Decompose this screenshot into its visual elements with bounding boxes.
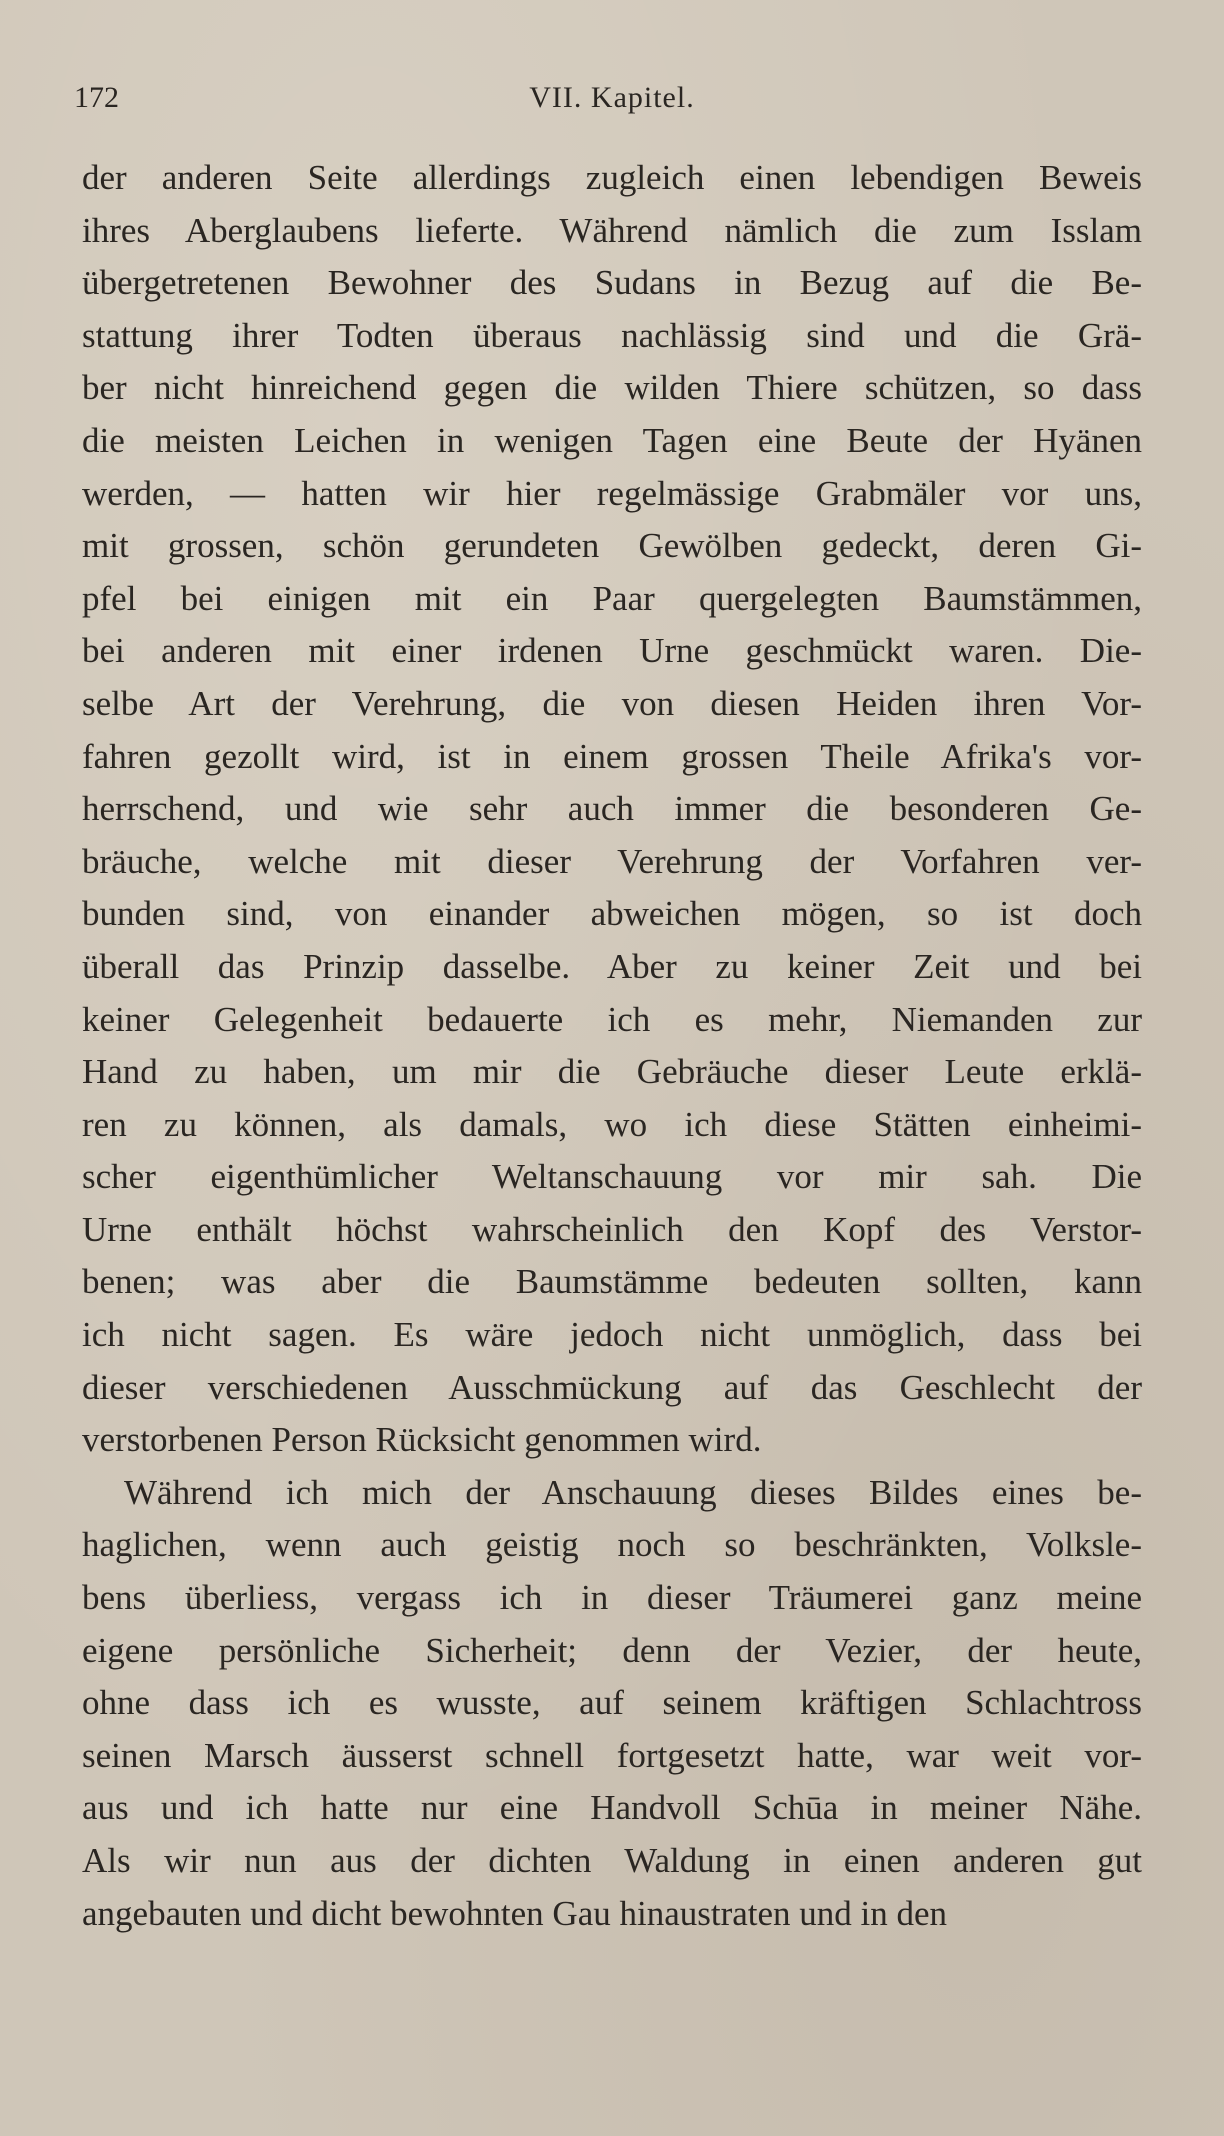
text-line: bunden sind, von einander abweichen mögen, so ist doch — [82, 894, 1142, 934]
running-head — [0, 78, 1224, 118]
text-line: werden, — hatten wir hier regelmässige Grabmäler vor uns, — [82, 473, 1142, 513]
page-number: 172 — [74, 81, 119, 114]
text-line: haglichen, wenn auch geistig noch so beschränkten, Volksle- — [82, 1525, 1142, 1565]
text-line: aus und ich hatte nur eine Handvoll Schūa in meiner Nähe. — [82, 1788, 1142, 1828]
chapter-heading: VII. Kapitel. — [529, 81, 695, 114]
text-line: scher eigenthümlicher Weltanschauung vor mir sah. Die — [82, 1157, 1142, 1197]
text-line: dieser verschiedenen Ausschmückung auf das Geschlecht der — [82, 1367, 1142, 1407]
text-line: ren zu können, als damals, wo ich diese Stätten einheimi- — [82, 1104, 1142, 1144]
text-line: mit grossen, schön gerundeten Gewölben gedeckt, deren Gi- — [82, 526, 1142, 566]
text-line: fahren gezollt wird, ist in einem grossen Theile Afrika's vor- — [82, 736, 1142, 776]
text-line: übergetretenen Bewohner des Sudans in Bezug auf die Be- — [82, 263, 1142, 303]
text-line: angebauten und dicht bewohnten Gau hinaustraten und in den — [82, 1893, 948, 1933]
text-line: überall das Prinzip dasselbe. Aber zu keiner Zeit und bei — [82, 946, 1142, 986]
text-line: verstorbenen Person Rücksicht genommen wird. — [82, 1420, 762, 1460]
text-line: ohne dass ich es wusste, auf seinem kräftigen Schlachtross — [82, 1683, 1142, 1723]
text-line: Während ich mich der Anschauung dieses Bildes eines be- — [124, 1472, 1142, 1512]
text-line: der anderen Seite allerdings zugleich einen lebendigen Beweis — [82, 158, 1142, 197]
text-line: stattung ihrer Todten überaus nachlässig sind und die Grä- — [82, 315, 1142, 355]
text-line: eigene persönliche Sicherheit; denn der Vezier, der heute, — [82, 1630, 1142, 1670]
text-line: ber nicht hinreichend gegen die wilden Thiere schützen, so dass — [82, 368, 1142, 408]
text-line: Urne enthält höchst wahrscheinlich den Kopf des Verstor- — [82, 1209, 1142, 1249]
text-line: Hand zu haben, um mir die Gebräuche dieser Leute erklä- — [82, 1052, 1142, 1092]
text-line: die meisten Leichen in wenigen Tagen eine Beute der Hyänen — [82, 420, 1142, 460]
text-line: bräuche, welche mit dieser Verehrung der Vorfahren ver- — [82, 841, 1142, 881]
text-line: pfel bei einigen mit ein Paar quergelegten Baumstämmen, — [82, 578, 1142, 618]
text-line: ich nicht sagen. Es wäre jedoch nicht unmöglich, dass bei — [82, 1315, 1142, 1355]
text-line: bens überliess, vergass ich in dieser Träumerei ganz meine — [82, 1578, 1142, 1618]
text-line: keiner Gelegenheit bedauerte ich es mehr, Niemanden zur — [82, 999, 1142, 1039]
body-text — [82, 152, 1142, 1940]
text-line: herrschend, und wie sehr auch immer die besonderen Ge- — [82, 789, 1142, 829]
text-line: benen; was aber die Baumstämme bedeuten sollten, kann — [82, 1262, 1142, 1302]
text-line: Als wir nun aus der dichten Waldung in einen anderen gut — [82, 1841, 1142, 1880]
text-line: selbe Art der Verehrung, die von diesen Heiden ihren Vor- — [82, 683, 1142, 723]
text-line: seinen Marsch äusserst schnell fortgesetzt hatte, war weit vor- — [82, 1735, 1142, 1775]
text-line: bei anderen mit einer irdenen Urne geschmückt waren. Die- — [82, 631, 1142, 671]
text-line: ihres Aberglaubens lieferte. Während nämlich die zum Isslam — [82, 210, 1142, 250]
